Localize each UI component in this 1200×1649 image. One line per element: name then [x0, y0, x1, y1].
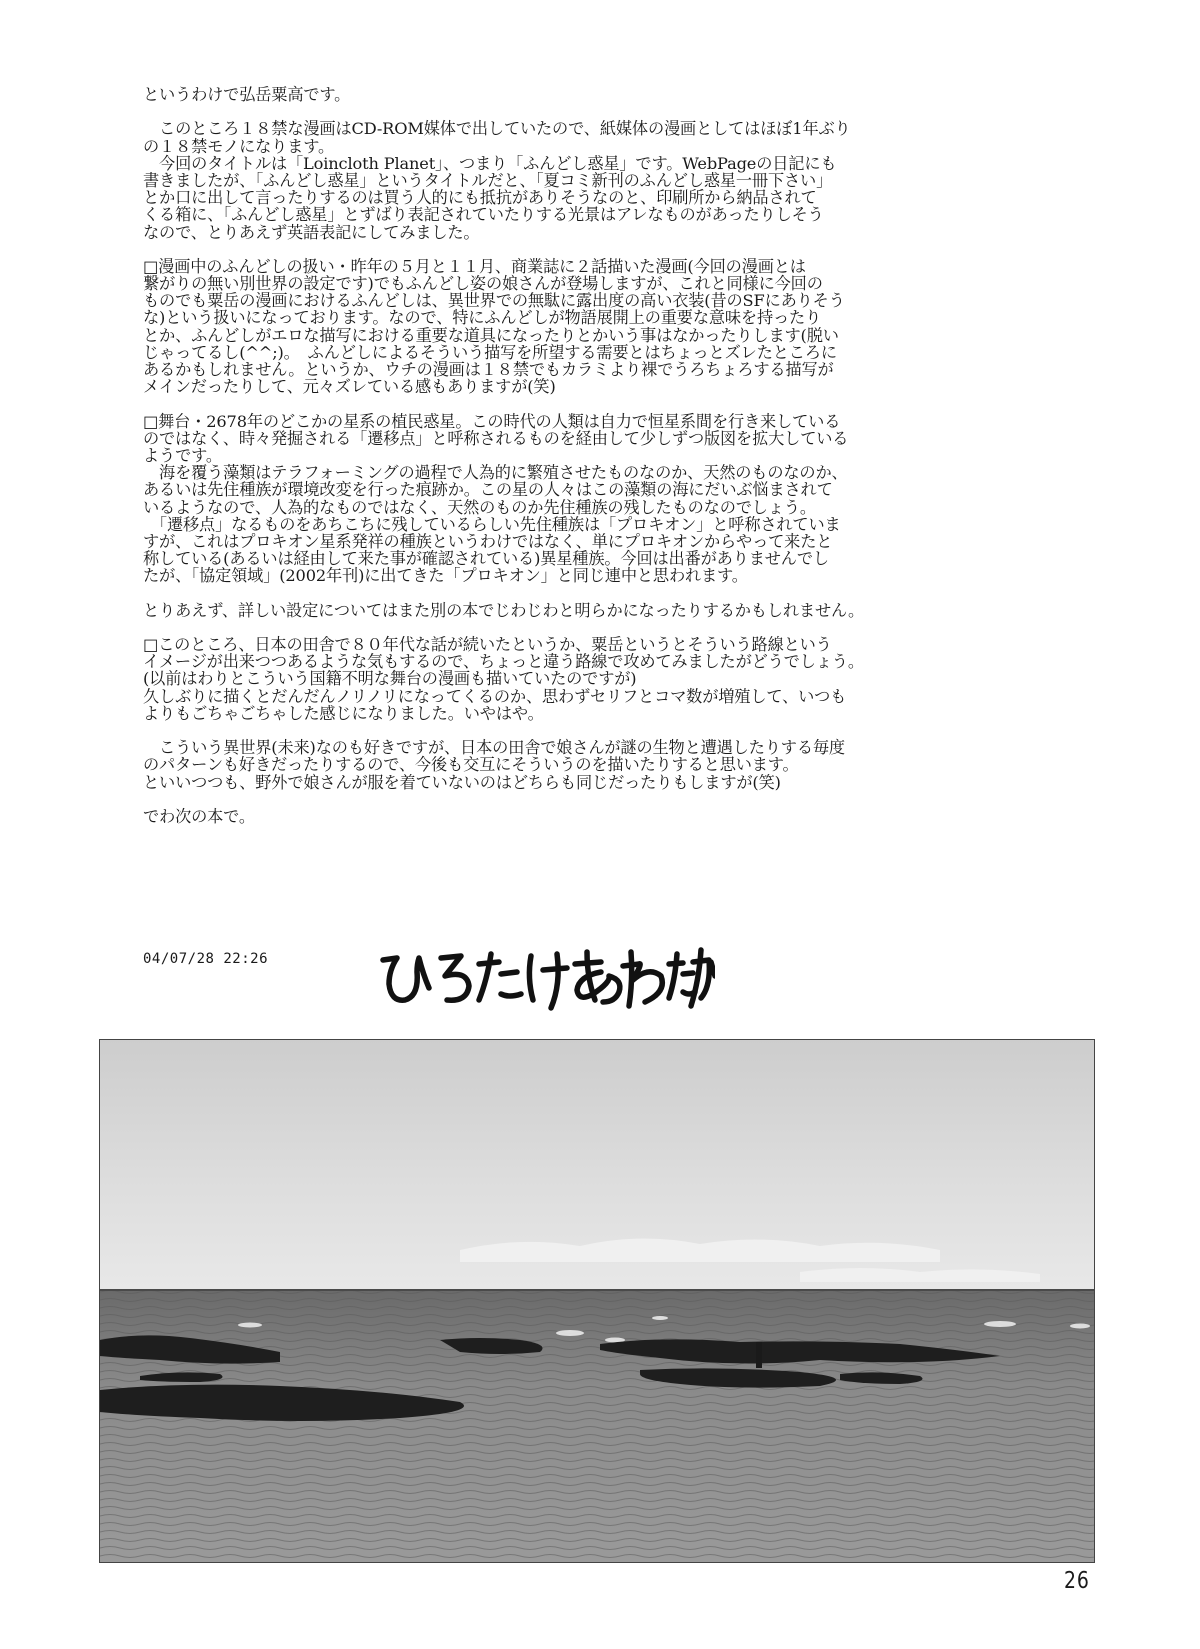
- text-line: ものでも粟岳の漫画におけるふんどしは、異世界での無駄に露出度の高い衣装(昔のSFにありそう: [143, 291, 845, 311]
- text-line: こういう異世界(未来)なのも好きですが、日本の田舎で娘さんが謎の生物と遭遇したりする毎度: [143, 738, 845, 758]
- paragraph-gap: [143, 103, 943, 120]
- text-line: 今回のタイトルは「Loincloth Planet」、つまり「ふんどし惑星」です。WebPageの日記にも: [143, 153, 837, 173]
- text-line: (以前はわりとこういう国籍不明な舞台の漫画も描いていたのですが): [143, 669, 637, 689]
- text-line: とか、ふんどしがエロな描写における重要な道具になったりとかいう事はなかったりします(脱い: [143, 325, 839, 345]
- text-line: といいつつも、野外で娘さんが服を着ていないのはどちらも同じだったりもしますが(笑): [143, 772, 781, 792]
- seascape-photo: [99, 1039, 1095, 1563]
- text-line: とりあえず、詳しい設定についてはまた別の本でじわじわと明らかになったりするかもしれません。: [143, 600, 865, 620]
- text-line: □このところ、日本の田舎で８０年代な話が続いたというか、粟岳というとそういう路線という: [143, 635, 832, 654]
- text-line: このところ１８禁な漫画はCD-ROM媒体で出していたので、紙媒体の漫画としてはほぼ1年ぶり: [143, 119, 851, 139]
- text-line: とか口に出して言ったりするのは買う人的にも抵抗がありそうなのと、印刷所から納品されて: [143, 188, 817, 208]
- text-line: すが、これはプロキオン星系発祥の種族というわけではなく、単にプロキオンからやって来たと: [143, 531, 833, 551]
- text-line: たが、「協定領域」(2002年刊)に出てきた「プロキオン」と同じ連中と思われます。: [143, 566, 748, 586]
- text-line: というわけで弘岳粟高です。: [143, 85, 351, 104]
- paragraph-gap: [143, 619, 943, 636]
- text-line: イメージが出来つつあるような気もするので、ちょっと違う路線で攻めてみましたがどうでしょう。: [143, 652, 864, 672]
- text-line: ようです。: [143, 445, 222, 465]
- text-line: 書きましたが、「ふんどし惑星」というタイトルだと、「夏コミ新刊のふんどし惑星一冊下さい」: [143, 170, 833, 190]
- text-line: 称している(あるいは経由して来た事が確認されている)異星種族。今回は出番がありませんでし: [143, 549, 829, 569]
- text-line: あるかもしれません。というか、ウチの漫画は１８禁でもカラミより裸でうろちょろする描写が: [143, 360, 834, 379]
- text-line: 海を覆う藻類はテラフォーミングの過程で人為的に繁殖させたものなのか、天然のものなのか、: [143, 463, 848, 483]
- text-line: じゃってるし(^^;)。 ふんどしによるそういう描写を所望する需要とはちょっとズレたところに: [143, 342, 837, 362]
- text-line: のではなく、時々発掘される「遷移点」と呼称されるものを経由して少しずつ版図を拡大している: [143, 428, 849, 448]
- text-line: 久しぶりに描くとだんだんノリノリになってくるのか、思わずセリフとコマ数が増殖して、いつも: [143, 686, 847, 706]
- text-line: 繋がりの無い別世界の設定です)でもふんどし姿の娘さんが登場しますが、これと同様に今回の: [143, 274, 823, 294]
- paragraph-gap: [143, 241, 943, 258]
- text-line: よりもごちゃごちゃした感じになりました。いやはや。: [143, 703, 544, 723]
- text-line: のパターンも好きだったりするので、今後も交互にそういうのを描いたりすると思います。: [143, 755, 799, 775]
- paragraph-gap: [143, 722, 943, 739]
- handwritten-signature: [375, 936, 715, 1016]
- paragraph-gap: [143, 395, 943, 412]
- page-number: 26: [1064, 1568, 1090, 1594]
- text-line: でわ次の本で。: [143, 806, 255, 826]
- text-line: メインだったりして、元々ズレている感もありますが(笑): [143, 377, 556, 397]
- post-date: 04/07/28 22:26: [143, 951, 269, 967]
- paragraph-gap: [143, 791, 943, 808]
- text-line: あるいは先住種族が環境改変を行った痕跡か。この星の人々はこの藻類の海にだいぶ悩まされて: [143, 480, 833, 500]
- text-line: □漫画中のふんどしの扱い・昨年の５月と１１月、商業誌に２話描いた漫画(今回の漫画とは: [143, 256, 806, 276]
- text-line: いるようなので、人為的なものではなく、天然のものか先住種族の残したものなのでしょう。: [143, 497, 816, 517]
- text-line: くる箱に、「ふんどし惑星」とずばり表記されていたりする光景はアレなものがあったりしそう: [143, 205, 824, 225]
- text-line: な)という扱いになっております。なので、特にふんどしが物語展開上の重要な意味を持ったり: [143, 308, 822, 328]
- text-line: □舞台・2678年のどこかの星系の植民惑星。この時代の人類は自力で恒星系間を行き来している: [143, 411, 841, 431]
- text-line: なので、とりあえず英語表記にしてみました。: [143, 222, 480, 242]
- afterword-text: [143, 86, 943, 825]
- text-line: の１８禁モノになります。: [143, 136, 334, 156]
- paragraph-gap: [143, 584, 943, 601]
- text-line: 「遷移点」なるものをあちこちに残しているらしい先住種族は「プロキオン」と呼称されていま: [143, 514, 841, 534]
